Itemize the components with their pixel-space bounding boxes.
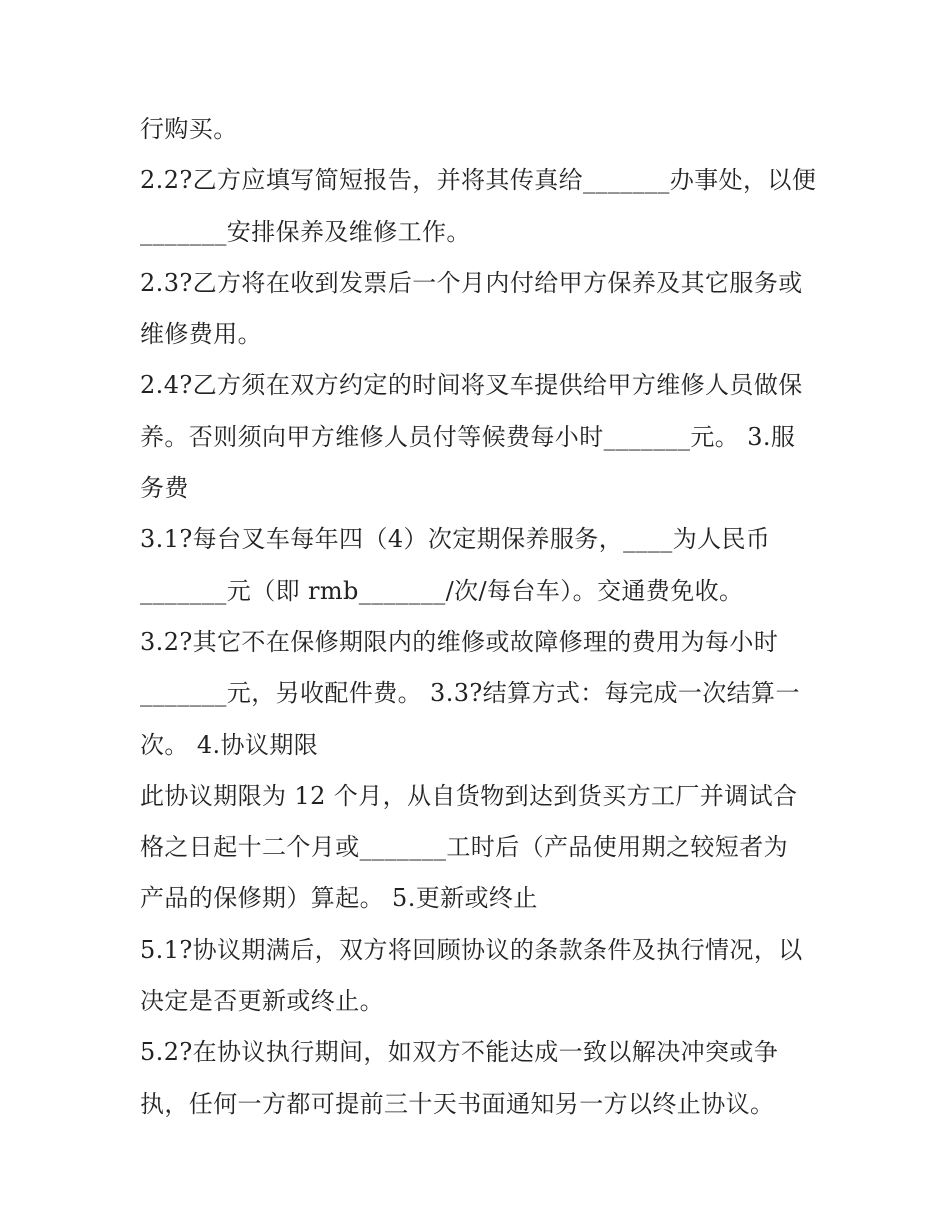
text-line: 维修费用。 [140,320,262,349]
text-line: 3.2?其它不在保修期限内的维修或故障修理的费用为每小时 [140,627,779,656]
text-line: 格之日起十二个月或_______工时后（产品使用期之较短者为 [140,833,788,862]
text-line: 执，任何一方都可提前三十天书面通知另一方以终止协议。 [140,1089,775,1118]
text-line: _______元（即 rmb_______/次/每台车）。交通费免收。 [140,576,744,605]
text-line: 务费 [140,474,189,503]
text-line: 行购买。 [140,115,238,143]
text-line: 5.2?在协议执行期间，如双方不能达成一致以解决冲突或争 [140,1038,779,1067]
text-line: _______安排保养及维修工作。 [140,217,471,246]
document-body [140,104,820,1130]
text-line: 养。否则须向甲方维修人员付等候费每小时_______元。 3.服 [140,422,796,451]
text-line: 2.2?乙方应填写简短报告，并将其传真给_______办事处，以便 [140,166,817,195]
text-line: 决定是否更新或终止。 [140,987,384,1016]
text-line: 此协议期限为 12 个月，从自货物到达到货买方工厂并调试合 [140,781,798,810]
text-line: 2.3?乙方将在收到发票后一个月内付给甲方保养及其它服务或 [140,268,803,297]
text-line: 5.1?协议期满后，双方将回顾协议的条款条件及执行情况，以 [140,935,803,964]
text-line: 2.4?乙方须在双方约定的时间将叉车提供给甲方维修人员做保 [140,371,803,400]
text-line: _______元，另收配件费。 3.3?结算方式：每完成一次结算一 [140,679,800,708]
text-line: 产品的保修期）算起。 5.更新或终止 [140,884,538,913]
text-line: 3.1?每台叉车每年四（4）次定期保养服务，____为人民币 [140,525,771,554]
text-line: 次。 4.协议期限 [140,730,319,759]
